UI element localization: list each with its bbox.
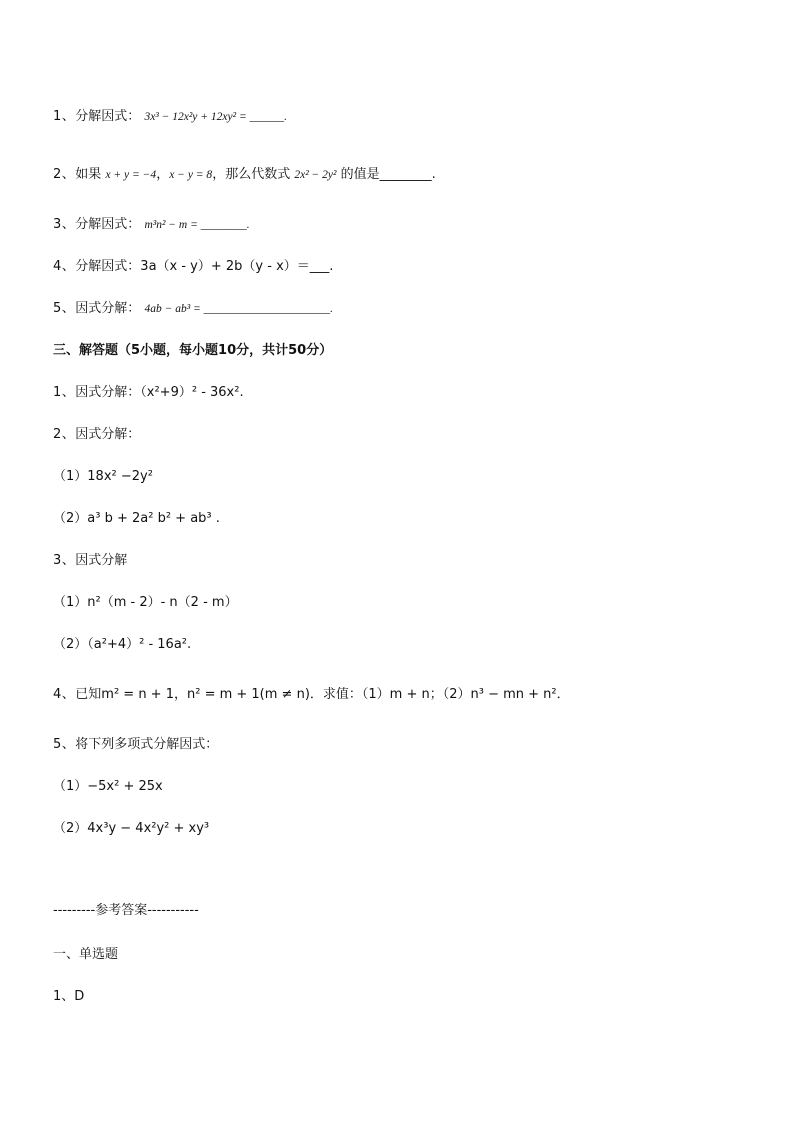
question-text: 因式分解：（x²+9）² - 36x². bbox=[75, 385, 244, 400]
question-number: 5、 bbox=[53, 301, 76, 316]
sub-question: （1）−5x² + 25x bbox=[53, 779, 163, 794]
fill-question-2 bbox=[53, 166, 436, 184]
answer-question-4 bbox=[53, 686, 570, 704]
question-number: 5、 bbox=[53, 737, 76, 752]
question-number: 1、 bbox=[53, 109, 76, 124]
fill-question-1 bbox=[53, 108, 287, 126]
question-number: 3、 bbox=[53, 553, 76, 568]
question-text: ， bbox=[156, 167, 170, 182]
question-text: ，那么代数式 bbox=[212, 167, 291, 182]
answer-section-heading: 一、单选题 bbox=[53, 947, 119, 962]
fill-question-4 bbox=[53, 258, 333, 276]
answer-key-divider: ---------参考答案----------- bbox=[53, 903, 199, 918]
sub-question: （2）a³ b + 2a² b² + ab³ . bbox=[53, 511, 220, 526]
section-heading: 三、解答题（5小题，每小题10分，共计50分） bbox=[53, 343, 333, 358]
question-number: 4、 bbox=[53, 259, 76, 274]
question-text: 如果 bbox=[75, 167, 102, 182]
question-label: 分解因式： bbox=[75, 259, 141, 274]
sub-question: （1）18x² −2y² bbox=[53, 469, 153, 484]
answer-question-5 bbox=[53, 736, 218, 754]
question-number: 4、 bbox=[53, 687, 76, 702]
question-label: 分解因式： bbox=[75, 217, 141, 232]
question-text: 将下列多项式分解因式： bbox=[75, 737, 219, 752]
question-label: 分解因式： bbox=[75, 109, 141, 124]
question-expression: 3x³ − 12x²y + 12xy² = ______. bbox=[144, 111, 287, 123]
question-expression: 2x² − 2y² bbox=[294, 169, 337, 181]
answer-question-2 bbox=[53, 426, 140, 444]
question-text: 的值是________. bbox=[340, 167, 436, 182]
answer-question-3 bbox=[53, 552, 127, 570]
fill-question-5 bbox=[53, 300, 333, 318]
question-expression: 3a（x - y）+ 2b（y - x）＝___. bbox=[140, 259, 334, 274]
fill-question-3 bbox=[53, 216, 250, 234]
question-number: 1、 bbox=[53, 385, 76, 400]
question-number: 2、 bbox=[53, 427, 76, 442]
question-expression: m³n² − m = ________. bbox=[144, 219, 250, 231]
sub-question: （2）（a²+4）² - 16a². bbox=[53, 637, 192, 652]
question-number: 2、 bbox=[53, 167, 76, 182]
question-text: 因式分解 bbox=[75, 553, 128, 568]
question-expression: 4ab − ab³ = ______________________. bbox=[144, 303, 334, 315]
question-text: 因式分解： bbox=[75, 427, 141, 442]
answer-question-1 bbox=[53, 384, 244, 402]
question-number: 3、 bbox=[53, 217, 76, 232]
sub-question: （2）4x³y − 4x²y² + xy³ bbox=[53, 821, 210, 836]
answer-item: 1、D bbox=[53, 989, 85, 1004]
question-label: 因式分解： bbox=[75, 301, 141, 316]
question-expression: x + y = −4 bbox=[105, 169, 157, 181]
question-expression: x − y = 8 bbox=[169, 169, 213, 181]
question-text: 已知m² = n + 1，n² = m + 1(m ≠ n)．求值：（1）m + n；（2）n³ − mn + n²． bbox=[75, 687, 570, 702]
sub-question: （1）n²（m - 2）- n（2 - m） bbox=[53, 595, 238, 610]
